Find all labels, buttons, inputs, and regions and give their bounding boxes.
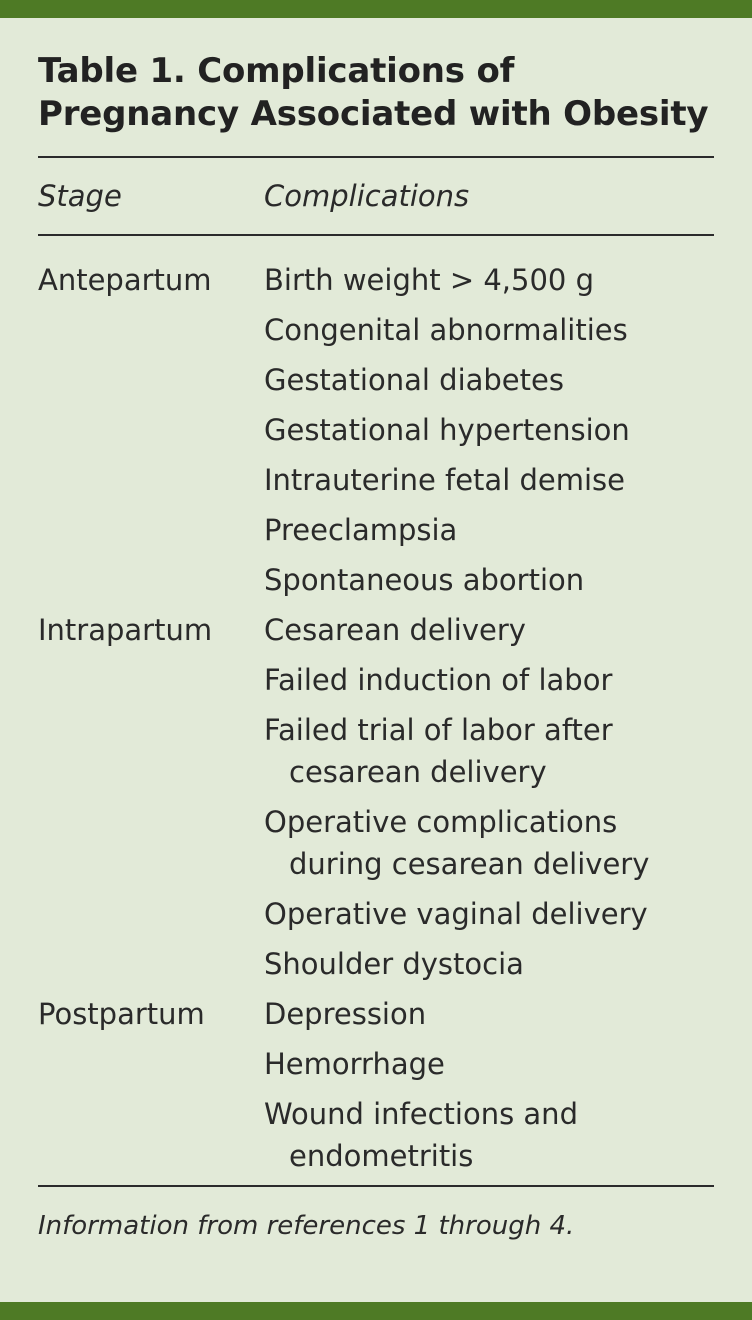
table-body [38,236,714,1181]
complication-item: Intrauterine fetal demise [264,463,625,497]
table-title: Table 1. Complications of Pregnancy Associated with Obesity [38,51,709,134]
complication-item: Gestational diabetes [264,363,564,397]
complication-item: Gestational hypertension [264,413,630,447]
stage-cell: Postpartum [38,997,205,1031]
bottom-accent-bar [0,1302,752,1320]
complication-item: Failed trial of labor after cesarean delivery [264,713,613,789]
footer-divider [38,1185,714,1187]
header-stage: Stage [38,179,122,213]
complication-item: Operative vaginal delivery [264,897,648,931]
complication-item: Shoulder dystocia [264,947,524,981]
complication-item: Depression [264,997,427,1031]
complication-list [264,255,714,605]
top-accent-bar [0,0,752,18]
table-row [38,255,714,605]
complication-item: Wound infections and endometritis [264,1097,578,1173]
header-complications: Complications [264,179,470,213]
table-header-row [38,158,714,234]
complication-item: Hemorrhage [264,1047,445,1081]
table-row [38,605,714,989]
complication-item: Operative complications during cesarean delivery [264,805,650,881]
complication-item: Failed induction of labor [264,663,613,697]
complication-item: Congenital abnormalities [264,313,628,347]
complication-item: Spontaneous abortion [264,563,585,597]
stage-cell: Antepartum [38,263,212,297]
complication-list [264,605,714,989]
complication-list [264,989,714,1181]
table-footnote: Information from references 1 through 4. [38,1211,575,1241]
table-row [38,989,714,1181]
table-panel [38,18,714,1255]
stage-cell: Intrapartum [38,613,213,647]
complication-item: Preeclampsia [264,513,458,547]
complication-item: Cesarean delivery [264,613,526,647]
complication-item: Birth weight > 4,500 g [264,263,595,297]
